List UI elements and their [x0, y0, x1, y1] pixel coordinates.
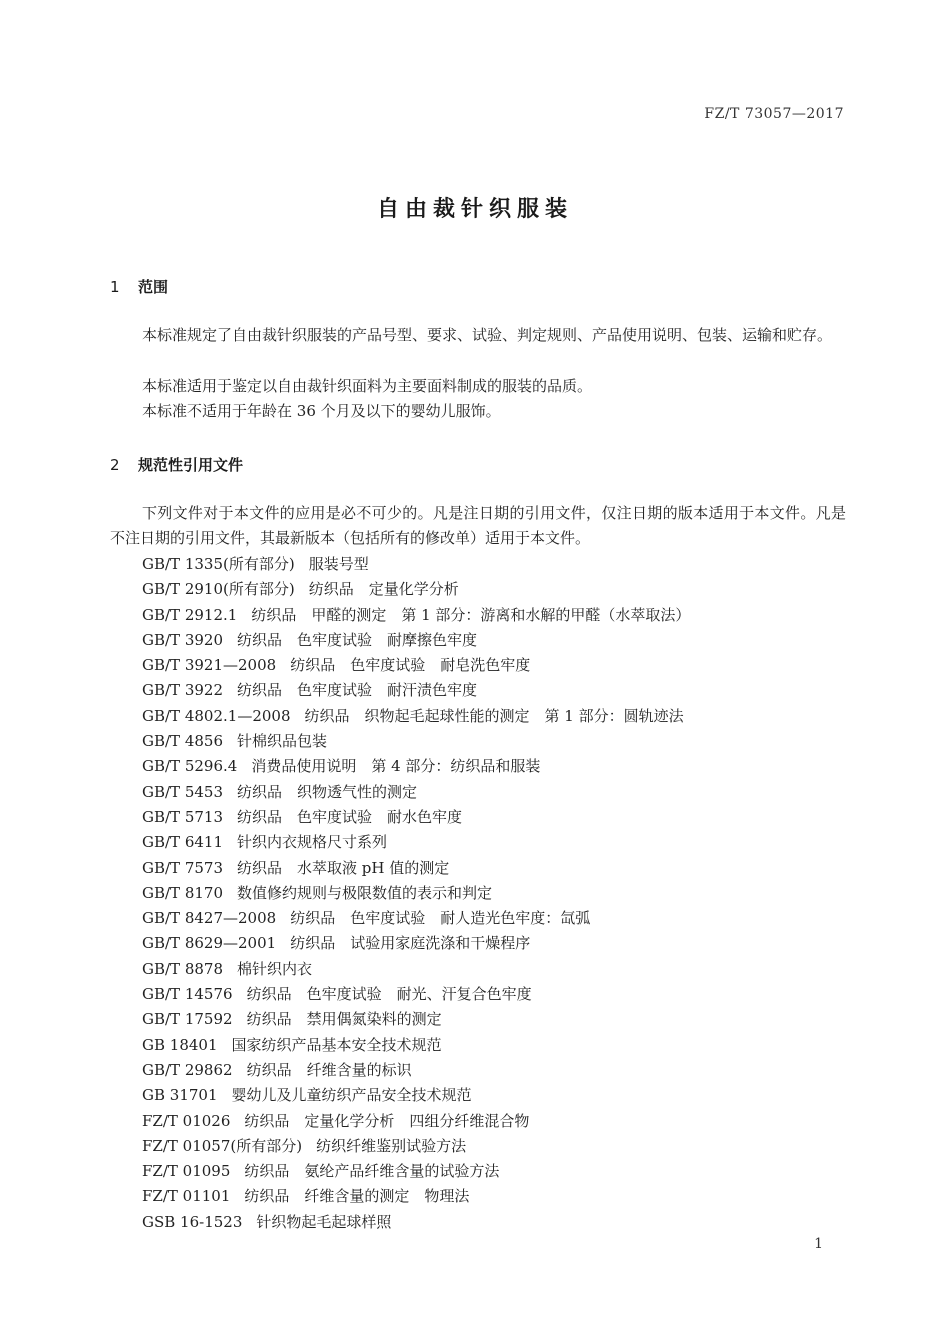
reference-code: GB 18401 — [142, 1035, 218, 1054]
reference-item — [142, 856, 690, 881]
reference-title: 纺织品 纤维含量的测定 物理法 — [244, 1187, 470, 1206]
reference-item — [142, 830, 690, 855]
scope-paragraph-3: 本标准不适用于年龄在 36 个月及以下的婴幼儿服饰。 — [142, 402, 501, 420]
reference-item — [142, 552, 690, 577]
reference-item — [142, 957, 690, 982]
reference-title: 纺织品 纤维含量的标识 — [246, 1060, 412, 1079]
reference-code: GB/T 7573 — [142, 858, 224, 877]
reference-item — [142, 1210, 690, 1235]
reference-title: 纺织品 试验用家庭洗涤和干燥程序 — [290, 934, 531, 953]
reference-code: GB/T 8629—2001 — [142, 934, 277, 953]
reference-item — [142, 982, 690, 1007]
reference-item — [142, 1083, 690, 1108]
reference-title: 纺织品 色牢度试验 耐摩擦色牢度 — [237, 630, 478, 649]
standard-code: FZ/T 73057—2017 — [704, 106, 844, 122]
reference-item — [142, 678, 690, 703]
reference-title: 纺织品 色牢度试验 耐人造光色牢度：氙弧 — [290, 909, 591, 928]
reference-code: GB/T 2910(所有部分) — [142, 580, 295, 599]
reference-title: 针织内衣规格尺寸系列 — [237, 833, 388, 852]
reference-code: GB/T 5296.4 — [142, 757, 238, 776]
reference-code: GB/T 29862 — [142, 1060, 233, 1079]
reference-title: 纺织纤维鉴别试验方法 — [316, 1136, 467, 1155]
reference-code: GB/T 8427—2008 — [142, 909, 277, 928]
reference-item — [142, 1134, 690, 1159]
reference-title: 棉针织内衣 — [237, 959, 313, 978]
reference-code: GB/T 5453 — [142, 782, 224, 801]
reference-title: 婴幼儿及儿童纺织产品安全技术规范 — [231, 1086, 472, 1105]
reference-title: 服装号型 — [308, 555, 369, 573]
reference-title: 数值修约规则与极限数值的表示和判定 — [237, 883, 493, 902]
reference-item — [142, 704, 690, 729]
reference-item — [142, 805, 690, 830]
reference-code: GB/T 1335(所有部分) — [142, 555, 295, 573]
reference-item — [142, 729, 690, 754]
reference-title: 纺织品 氨纶产品纤维含量的试验方法 — [244, 1162, 500, 1181]
section-1-heading — [110, 276, 168, 297]
reference-title: 国家纺织产品基本安全技术规范 — [231, 1035, 442, 1054]
reference-title: 纺织品 色牢度试验 耐水色牢度 — [237, 807, 463, 826]
reference-title: 纺织品 定量化学分析 — [308, 580, 459, 599]
reference-code: FZ/T 01101 — [142, 1187, 231, 1206]
page-number: 1 — [814, 1236, 823, 1252]
reference-title: 纺织品 色牢度试验 耐汗渍色牢度 — [237, 681, 478, 700]
reference-item — [142, 577, 690, 602]
reference-code: GB/T 5713 — [142, 807, 224, 826]
reference-item — [142, 603, 690, 628]
reference-code: FZ/T 01095 — [142, 1162, 231, 1181]
reference-title: 纺织品 色牢度试验 耐皂洗色牢度 — [290, 656, 531, 675]
reference-title: 纺织品 织物起毛起球性能的测定 第 1 部分：圆轨迹法 — [304, 706, 684, 725]
reference-title: 针织物起毛起球样照 — [256, 1212, 392, 1231]
section-number: 1 — [110, 278, 120, 296]
reference-item — [142, 931, 690, 956]
reference-title: 消费品使用说明 第 4 部分：纺织品和服装 — [251, 757, 541, 776]
reference-title: 针棉织品包装 — [237, 732, 328, 751]
reference-code: FZ/T 01057(所有部分) — [142, 1136, 303, 1155]
reference-code: GB/T 17592 — [142, 1010, 233, 1029]
reference-code: GB/T 4856 — [142, 732, 224, 751]
reference-item — [142, 1058, 690, 1083]
normative-reference-list — [142, 552, 690, 1235]
section-title: 范围 — [138, 278, 169, 296]
reference-item — [142, 780, 690, 805]
reference-title: 纺织品 禁用偶氮染料的测定 — [246, 1010, 442, 1029]
scope-paragraph-2: 本标准适用于鉴定以自由裁针织面料为主要面料制成的服装的品质。 — [142, 377, 593, 395]
reference-item — [142, 1033, 690, 1058]
section-2-heading — [110, 454, 243, 475]
reference-title: 纺织品 水萃取液 pH 值的测定 — [237, 858, 450, 877]
reference-item — [142, 628, 690, 653]
reference-title: 纺织品 织物透气性的测定 — [237, 782, 418, 801]
reference-code: GB/T 3920 — [142, 630, 224, 649]
reference-item — [142, 906, 690, 931]
reference-title: 纺织品 定量化学分析 四组分纤维混合物 — [244, 1111, 530, 1130]
reference-code: GB/T 8170 — [142, 883, 224, 902]
reference-code: FZ/T 01026 — [142, 1111, 231, 1130]
reference-title: 纺织品 色牢度试验 耐光、汗复合色牢度 — [246, 985, 532, 1004]
scope-paragraph-1: 本标准规定了自由裁针织服装的产品号型、要求、试验、判定规则、产品使用说明、包装、运输和贮存。 — [142, 326, 833, 344]
reference-title: 纺织品 甲醛的测定 第 1 部分：游离和水解的甲醛（水萃取法） — [251, 605, 691, 624]
document-title: 自由裁针织服装 — [376, 197, 573, 222]
reference-item — [142, 754, 690, 779]
reference-item — [142, 1159, 690, 1184]
reference-item — [142, 1184, 690, 1209]
reference-code: GB/T 14576 — [142, 985, 233, 1004]
reference-code: GSB 16-1523 — [142, 1212, 243, 1231]
reference-code: GB/T 3921—2008 — [142, 656, 277, 675]
reference-code: GB 31701 — [142, 1086, 218, 1105]
references-intro: 下列文件对于本文件的应用是必不可少的。凡是注日期的引用文件，仅注日期的版本适用于本文件。凡是不注日期的引用文件，其最新版本（包括所有的修改单）适用于本文件。 — [110, 504, 846, 547]
reference-code: GB/T 3922 — [142, 681, 224, 700]
reference-item — [142, 881, 690, 906]
reference-item — [142, 1109, 690, 1134]
reference-code: GB/T 2912.1 — [142, 605, 238, 624]
reference-code: GB/T 6411 — [142, 833, 224, 852]
reference-item — [142, 1007, 690, 1032]
reference-code: GB/T 8878 — [142, 959, 224, 978]
section-number: 2 — [110, 456, 120, 474]
reference-code: GB/T 4802.1—2008 — [142, 706, 291, 725]
reference-item — [142, 653, 690, 678]
section-title: 规范性引用文件 — [138, 456, 244, 474]
